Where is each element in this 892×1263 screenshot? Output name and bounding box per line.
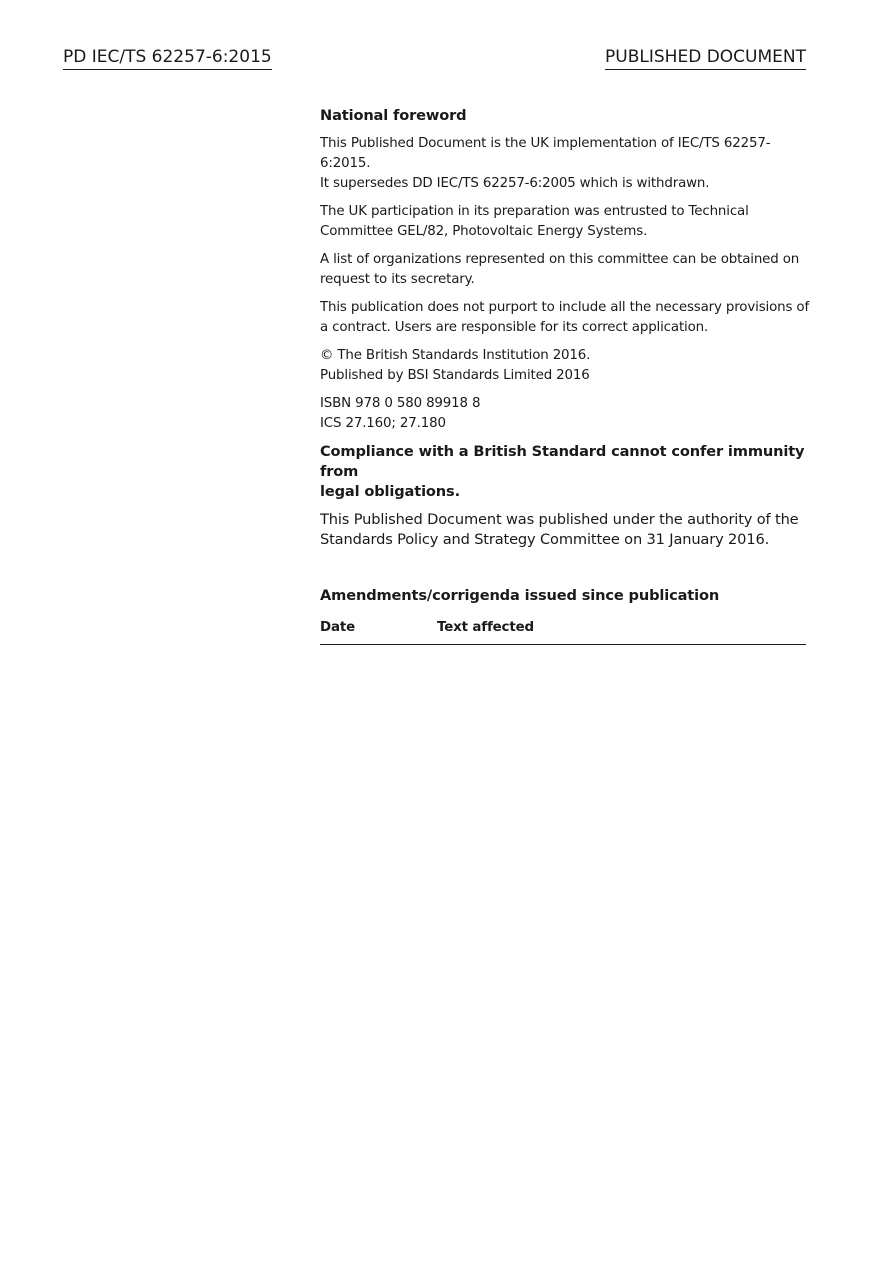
provisions-paragraph [320, 298, 810, 338]
national-foreword-section [320, 106, 810, 645]
classification-paragraph [320, 394, 810, 434]
ics-line: ICS 27.160; 27.180 [320, 416, 446, 431]
participation-paragraph [320, 202, 810, 242]
compliance-line-1: Compliance with a British Standard cannot confer immunity from [320, 443, 805, 480]
organizations-line-1: A list of organizations represented on this committee can be obtained on [320, 252, 800, 267]
provisions-line-1: This publication does not purport to include all the necessary provisions of [320, 300, 810, 315]
compliance-statement [320, 442, 810, 502]
amendments-table [320, 618, 806, 645]
participation-line-2: Committee GEL/82, Photovoltaic Energy Systems. [320, 224, 648, 239]
amendments-heading: Amendments/corrigenda issued since publication [320, 587, 720, 604]
compliance-line-2: legal obligations. [320, 483, 460, 500]
document-type-header: PUBLISHED DOCUMENT [605, 46, 806, 70]
authority-statement [320, 510, 810, 550]
copyright-paragraph [320, 346, 810, 386]
date-column-header: Date [320, 618, 437, 645]
implementation-paragraph [320, 134, 810, 194]
implementation-line-1: This Published Document is the UK implementation of IEC/TS 62257-6:2015. [320, 136, 771, 171]
copyright-line: © The British Standards Institution 2016. [320, 348, 591, 363]
implementation-line-2: It supersedes DD IEC/TS 62257-6:2005 which is withdrawn. [320, 176, 710, 191]
organizations-line-2: request to its secretary. [320, 272, 475, 287]
national-foreword-heading: National foreword [320, 107, 467, 124]
authority-line-1: This Published Document was published under the authority of the [320, 511, 799, 528]
text-affected-column-header: Text affected [437, 618, 806, 645]
authority-line-2: Standards Policy and Strategy Committee on 31 January 2016. [320, 531, 770, 548]
isbn-line: ISBN 978 0 580 89918 8 [320, 396, 481, 411]
organizations-paragraph [320, 250, 810, 290]
publisher-line: Published by BSI Standards Limited 2016 [320, 368, 590, 383]
provisions-line-2: a contract. Users are responsible for its correct application. [320, 320, 709, 335]
document-code-header: PD IEC/TS 62257-6:2015 [63, 46, 272, 70]
participation-line-1: The UK participation in its preparation was entrusted to Technical [320, 204, 749, 219]
amendments-header-row [320, 618, 806, 645]
